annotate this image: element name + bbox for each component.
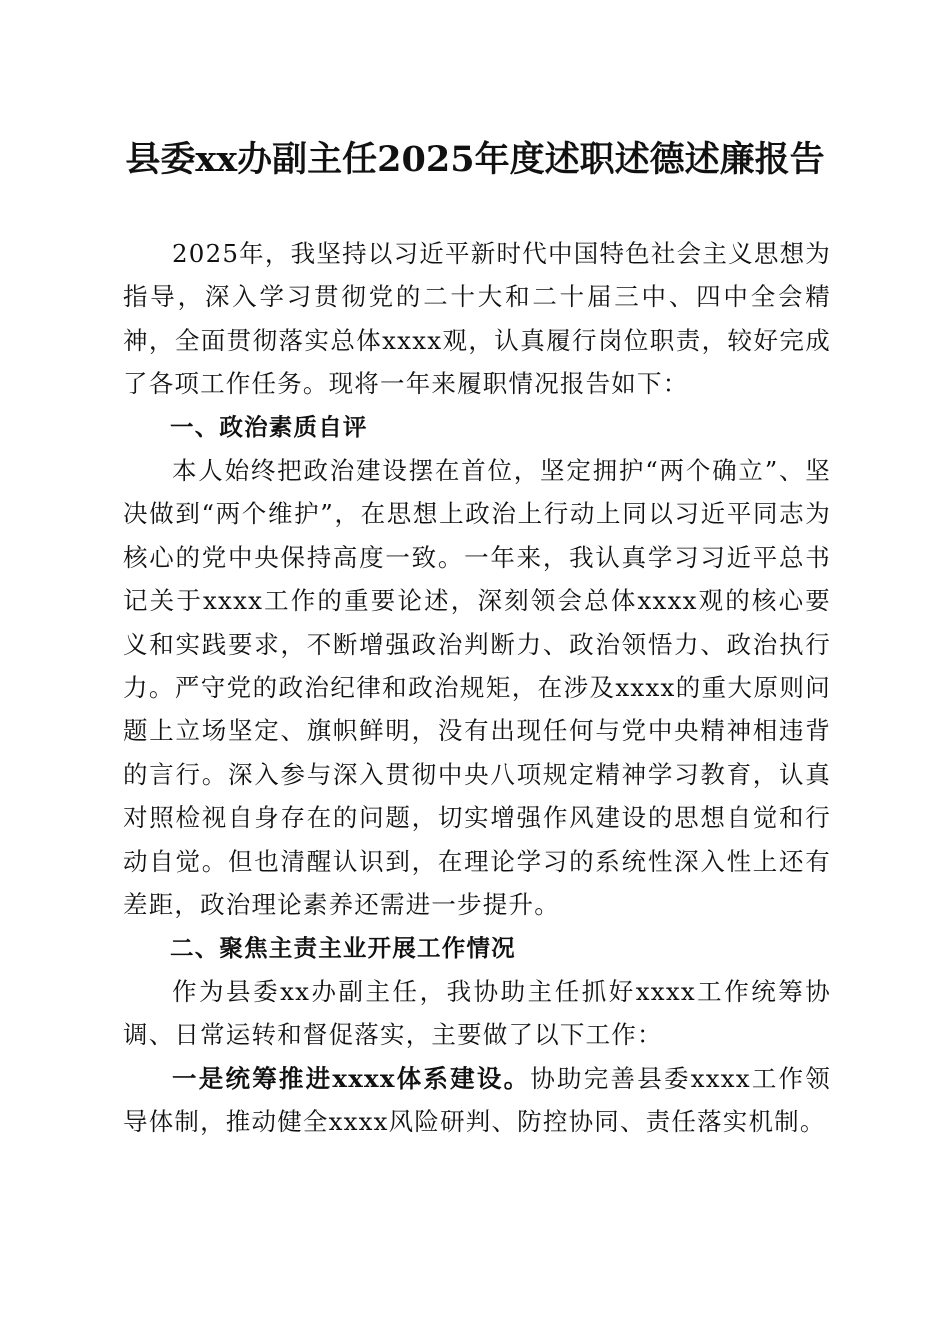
work-item-lead: 一是统筹推进xxxx体系建设。	[172, 1063, 531, 1093]
work-item-paragraph	[123, 1057, 831, 1144]
work-intro-paragraph: 作为县委xx办副主任，我协助主任抓好xxxx工作统筹协调、日常运转和督促落实，主要做了以下工作：	[123, 976, 831, 1050]
section-heading-political: 一、政治素质自评	[170, 412, 368, 441]
intro-paragraph: 2025年，我坚持以习近平新时代中国特色社会主义思想为指导，深入学习贯彻党的二十大和二十届三中、四中全会精神，全面贯彻落实总体xxxx观，认真履行岗位职责，较好完成了各项工作任务。现将一年来履职情况报告如下：	[123, 239, 831, 399]
document-title: 县委xx办副主任2025年度述职述德述廉报告	[125, 139, 825, 180]
political-quality-paragraph: 本人始终把政治建设摆在首位，坚定拥护“两个确立”、坚决做到“两个维护”，在思想上政治上行动上同以习近平同志为核心的党中央保持高度一致。一年来，我认真学习习近平总书记关于xxxx工作的重要论述，深刻领会总体xxxx观的核心要义和实践要求，不断增强政治判断力、政治领悟力、政治执行力。严守党的政治纪律和政治规矩，在涉及xxxx的重大原则问题上立场坚定、旗帜鲜明，没有出现任何与党中央精神相违背的言行。深入参与深入贯彻中央八项规定精神学习教育，认真对照检视自身存在的问题，切实增强作风建设的思想自觉和行动自觉。但也清醒认识到，在理论学习的系统性深入性上还有差距，政治理论素养还需进一步提升。	[123, 456, 831, 920]
work-item-body: 协助完善县委xxxx工作领导体制，推动健全xxxx风险研判、防控协同、责任落实机制。	[123, 1063, 831, 1137]
section-heading-work: 二、聚焦主责主业开展工作情况	[170, 933, 516, 962]
document-body	[123, 232, 831, 1144]
